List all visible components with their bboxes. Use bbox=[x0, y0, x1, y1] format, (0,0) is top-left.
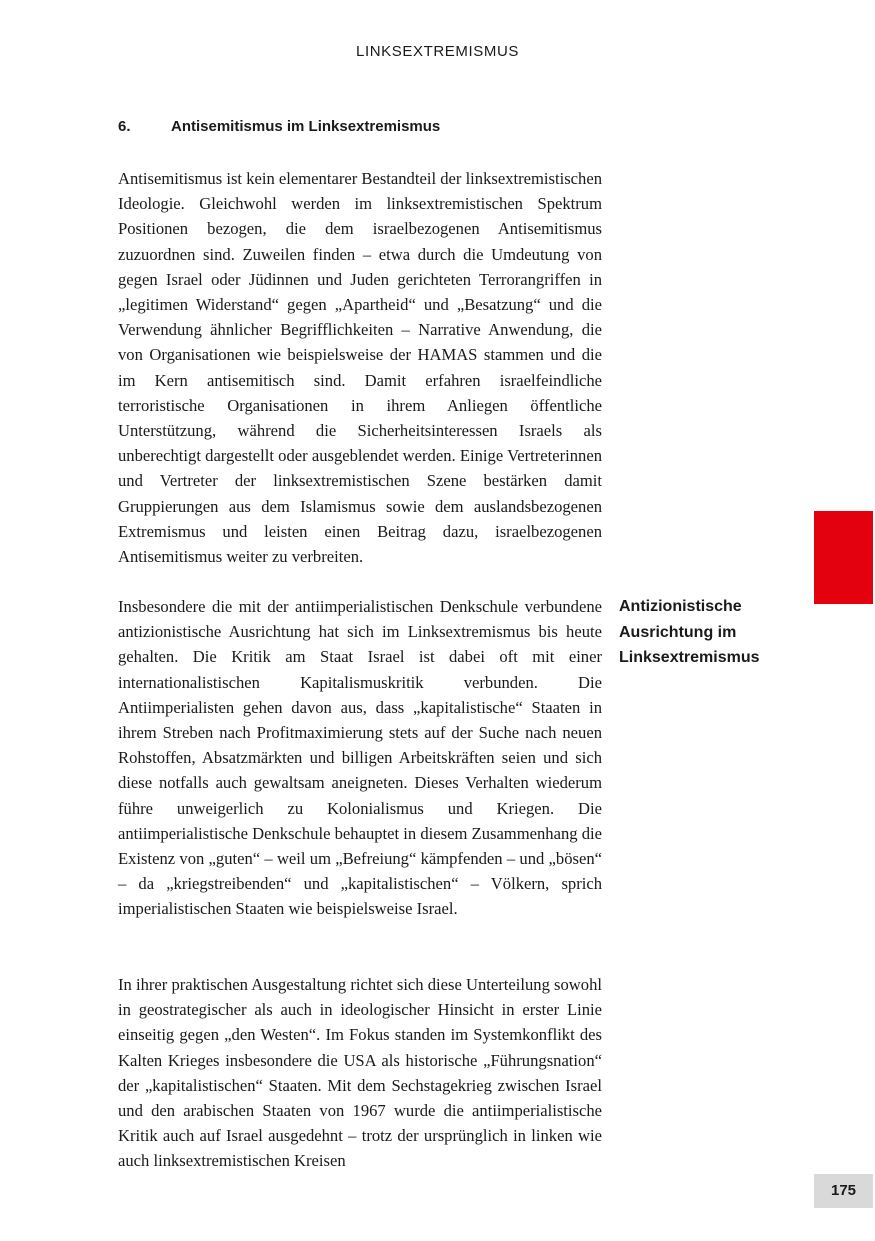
section-number: 6. bbox=[118, 118, 131, 135]
page-number: 175 bbox=[814, 1174, 873, 1208]
paragraph-2: Insbesondere die mit der antiimperialistischen Denkschule verbundene antizionistische Ausrichtung hat sich im Linksextremismus bis heute gehalten. Die Kritik am Staat Israel ist dabei oft mit einer internationalistischen Kapitalismuskritik verbunden. Die Antiimperialisten gehen davon aus, dass „kapitalistische“ Staaten in ihrem Streben nach Profitmaximierung stets auf der Suche nach neuen Rohstoffen, Absatzmärkten und billigen Arbeitskräften seien und sich diese notfalls auch gewaltsam aneigneten. Dieses Verhalten wiederum führe unweigerlich zu Kolonialismus und Kriegen. Die antiimperialistische Denkschule behauptet in diesem Zusammenhang die Existenz von „guten“ – weil um „Befreiung“ kämpfenden – und „bösen“ – da „kriegstreibenden“ und „kapitalistischen“ – Völkern, sprich imperialistischen Staaten wie beispielsweise Israel. bbox=[118, 597, 602, 919]
paragraph-3: In ihrer praktischen Ausgestaltung richtet sich diese Unterteilung sowohl in geostrategischer als auch in ideologischer Hinsicht in erster Linie einseitig gegen „den Westen“. Im Fokus standen im Systemkonflikt des Kalten Krieges insbesondere die USA als historische „Führungsnation“ der „kapitalistischen“ Staaten. Mit dem Sechstagekrieg zwischen Israel und den arabischen Staaten von 1967 wurde die antiimperialistische Kritik auch auf Israel ausgedehnt – trotz der ursprünglich in linken wie auch linksextremistischen Kreisen bbox=[118, 975, 602, 1171]
paragraph-1: Antisemitismus ist kein elementarer Bestandteil der linksextremistischen Ideologie. Gleichwohl werden im linksextremistischen Spektrum Positionen bezogen, die dem israelbezogenen Antisemitismus zuzuordnen sind. Zuweilen finden – etwa durch die Umdeutung von gegen Israel oder Jüdinnen und Juden gerichteten Terrorangriffen in „legitimen Widerstand“ gegen „Apartheid“ und „Besatzung“ und die Verwendung ähnlicher Begrifflichkeiten – Narrative Anwendung, die von Organisationen wie beispielsweise der HAMAS stammen und die im Kern antisemitisch sind. Damit erfahren israelfeindliche terroristische Organisationen in ihrem Anliegen öffentliche Unterstützung, während die Sicherheitsinteressen Israels als unberechtigt dargestellt oder ausgeblendet werden. Einige Vertreterinnen und Vertreter der linksextremistischen Szene bestärken damit Gruppierungen aus dem Islamismus sowie dem auslandsbezogenen Extremismus und leisten einen Beitrag dazu, israelbezogenen Antisemitismus weiter zu verbreiten. bbox=[118, 169, 602, 567]
margin-note: Antizionistische Ausrichtung im Linksextremismus bbox=[619, 598, 760, 666]
chapter-thumb-tab bbox=[814, 511, 873, 604]
running-header: LINKSEXTREMISMUS bbox=[356, 43, 519, 60]
section-title: Antisemitismus im Linksextremismus bbox=[171, 118, 441, 135]
section-heading bbox=[118, 118, 602, 135]
